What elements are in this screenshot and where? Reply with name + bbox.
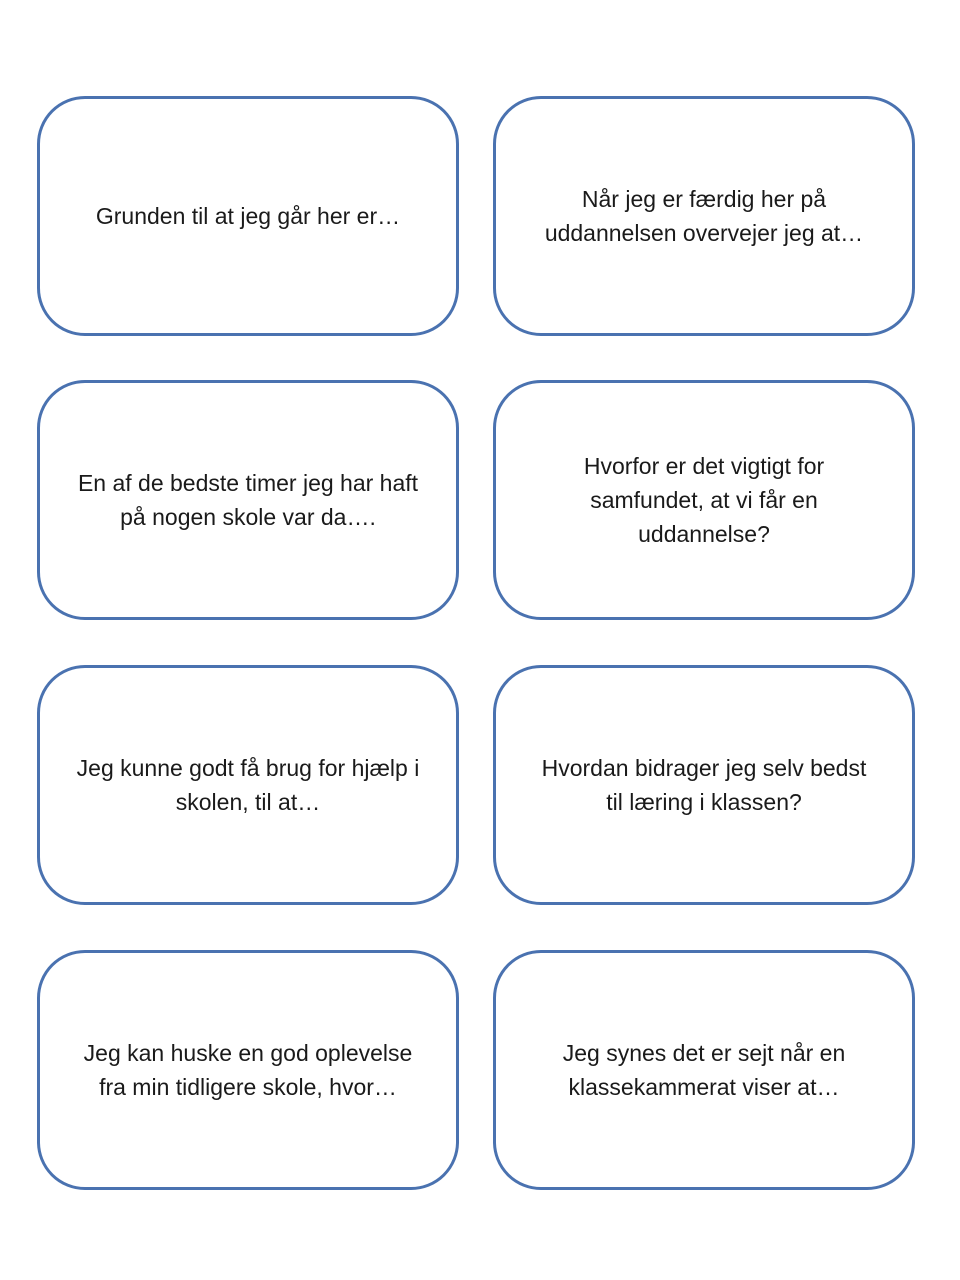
prompt-card (493, 950, 915, 1190)
prompt-card-text: En af de bedste timer jeg har haft på nogen skole var da…. (77, 470, 419, 530)
prompt-card (37, 665, 459, 905)
prompt-card (37, 96, 459, 336)
prompt-card-text: Grunden til at jeg går her er… (95, 203, 401, 229)
prompt-card-text: Jeg kunne godt få brug for hjælp i skolen, til at… (76, 755, 420, 815)
prompt-card (37, 950, 459, 1190)
prompt-card-text: Når jeg er færdig her på uddannelsen overvejer jeg at… (544, 186, 864, 246)
prompt-card (493, 96, 915, 336)
prompt-card-text: Hvordan bidrager jeg selv bedst til læring i klassen? (541, 755, 867, 815)
prompt-card-text: Jeg kan huske en god oplevelse fra min tidligere skole, hvor… (83, 1040, 413, 1100)
prompt-card (37, 380, 459, 620)
prompt-card (493, 380, 915, 620)
prompt-card-text: Jeg synes det er sejt når en klassekammerat viser at… (562, 1040, 846, 1100)
prompt-card (493, 665, 915, 905)
prompt-card-text: Hvorfor er det vigtigt for samfundet, at vi får en uddannelse? (583, 453, 825, 547)
